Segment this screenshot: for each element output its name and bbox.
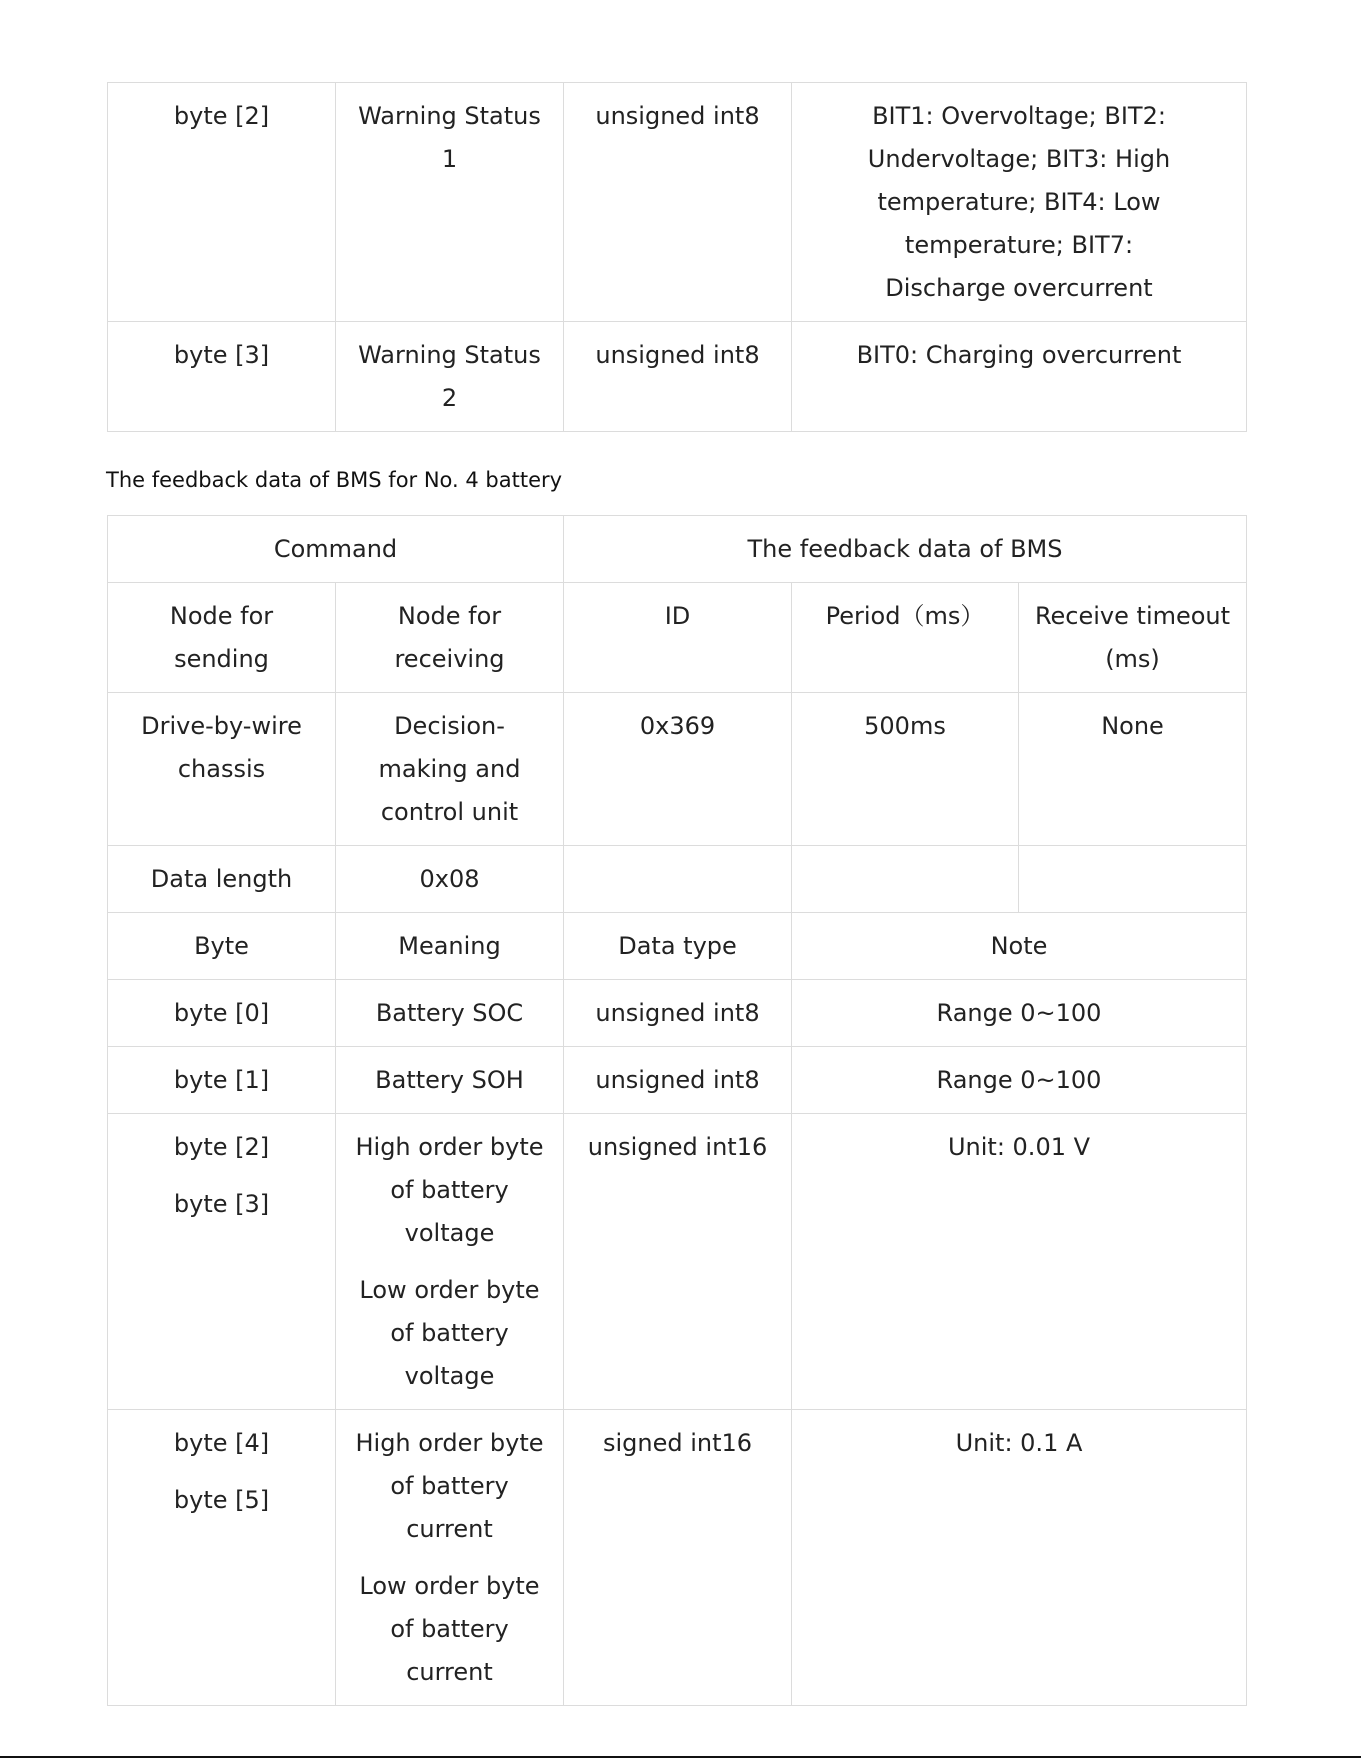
table-row bbox=[108, 322, 1247, 432]
node-sending-cell: Drive-by-wire chassis bbox=[108, 693, 336, 846]
node-row bbox=[108, 693, 1247, 846]
byte-cell bbox=[108, 980, 336, 1047]
data-type-header: Data type bbox=[564, 913, 792, 980]
byte-cell bbox=[108, 1047, 336, 1114]
data-type-cell: unsigned int16 bbox=[564, 1114, 792, 1410]
page-bottom-rule bbox=[0, 1756, 1361, 1758]
byte-cell: byte [2] bbox=[108, 83, 336, 322]
meaning-cell bbox=[336, 1410, 564, 1706]
bms-feedback-table bbox=[107, 515, 1247, 1706]
period-header: Period（ms） bbox=[792, 583, 1019, 693]
period-cell: 500ms bbox=[792, 693, 1019, 846]
meaning-cell: Warning Status 2 bbox=[336, 322, 564, 432]
meaning-cell: Warning Status 1 bbox=[336, 83, 564, 322]
meaning-cell bbox=[336, 1047, 564, 1114]
byte-label: byte [0] bbox=[173, 999, 270, 1027]
byte-label: byte [4] bbox=[173, 1429, 270, 1457]
byte-label: byte [2] bbox=[173, 1133, 270, 1161]
table-row bbox=[108, 83, 1247, 322]
meaning-label: Low order byte of battery current bbox=[359, 1572, 540, 1686]
data-type-cell: unsigned int8 bbox=[564, 83, 792, 322]
table-row bbox=[108, 1047, 1247, 1114]
byte-label: byte [1] bbox=[173, 1066, 270, 1094]
byte-label: byte [5] bbox=[173, 1486, 270, 1514]
table-caption: The feedback data of BMS for No. 4 battery bbox=[106, 468, 563, 492]
note-header: Note bbox=[792, 913, 1247, 980]
byte-label: byte [3] bbox=[173, 1190, 270, 1218]
note-cell: Unit: 0.01 V bbox=[792, 1114, 1247, 1410]
note-cell: Range 0~100 bbox=[792, 1047, 1247, 1114]
byte-cell: byte [3] bbox=[108, 322, 336, 432]
meaning-cell bbox=[336, 1114, 564, 1410]
data-type-cell: unsigned int8 bbox=[564, 322, 792, 432]
table-row bbox=[108, 980, 1247, 1047]
meaning-label: Battery SOH bbox=[375, 1066, 524, 1094]
meaning-header: Meaning bbox=[336, 913, 564, 980]
meaning-label: High order byte of battery current bbox=[355, 1429, 544, 1543]
data-length-label: Data length bbox=[108, 846, 336, 913]
node-sending-header: Node for sending bbox=[108, 583, 336, 693]
note-cell: Range 0~100 bbox=[792, 980, 1247, 1047]
empty-cell bbox=[792, 846, 1019, 913]
table-row bbox=[108, 1410, 1247, 1706]
byte-header: Byte bbox=[108, 913, 336, 980]
byte-header-row bbox=[108, 913, 1247, 980]
note-cell: Unit: 0.1 A bbox=[792, 1410, 1247, 1706]
column-header-row bbox=[108, 583, 1247, 693]
data-length-row bbox=[108, 846, 1247, 913]
meaning-label: Low order byte of battery voltage bbox=[359, 1276, 540, 1390]
note-cell: BIT1: Overvoltage; BIT2: Undervoltage; BIT3: High temperature; BIT4: Low temperature; BIT7: Discharge overcurrent bbox=[792, 83, 1247, 322]
data-type-cell: unsigned int8 bbox=[564, 1047, 792, 1114]
meaning-label: High order byte of battery voltage bbox=[355, 1133, 544, 1247]
group-header-row bbox=[108, 516, 1247, 583]
id-cell: 0x369 bbox=[564, 693, 792, 846]
data-type-cell: unsigned int8 bbox=[564, 980, 792, 1047]
meaning-cell bbox=[336, 980, 564, 1047]
command-header: Command bbox=[108, 516, 564, 583]
table-row bbox=[108, 1114, 1247, 1410]
meaning-label: Battery SOC bbox=[375, 999, 524, 1027]
receive-timeout-header: Receive timeout (ms) bbox=[1019, 583, 1247, 693]
warning-status-table bbox=[107, 82, 1247, 432]
note-cell: BIT0: Charging overcurrent bbox=[792, 322, 1247, 432]
empty-cell bbox=[564, 846, 792, 913]
byte-cell bbox=[108, 1410, 336, 1706]
feedback-header: The feedback data of BMS bbox=[564, 516, 1247, 583]
data-type-cell: signed int16 bbox=[564, 1410, 792, 1706]
node-receiving-cell: Decision-making and control unit bbox=[336, 693, 564, 846]
data-length-value: 0x08 bbox=[336, 846, 564, 913]
node-receiving-header: Node for receiving bbox=[336, 583, 564, 693]
empty-cell bbox=[1019, 846, 1247, 913]
byte-cell bbox=[108, 1114, 336, 1410]
receive-timeout-cell: None bbox=[1019, 693, 1247, 846]
id-header: ID bbox=[564, 583, 792, 693]
